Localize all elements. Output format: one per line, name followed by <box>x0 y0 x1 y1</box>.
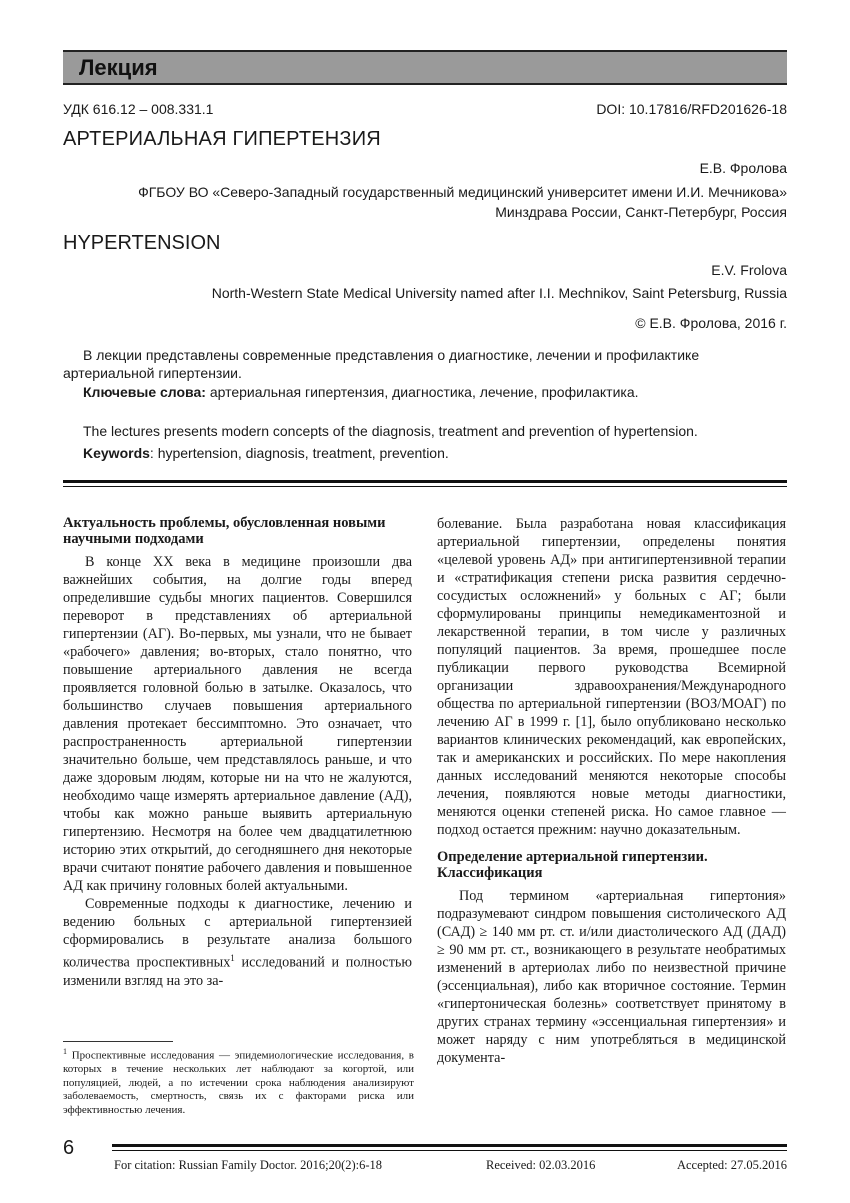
paragraph-text: исследований и полностью изменили взгляд на это за- <box>63 954 412 989</box>
citation: For citation: Russian Family Doctor. 2016;20(2):6-18 <box>114 1158 383 1172</box>
keywords-en-text: : hypertension, diagnosis, treatment, prevention. <box>149 445 449 461</box>
paragraph-text: Современные подходы к диагностике, лечению и ведению больных с артериальной гипертензией сформировались в результате анализа большого количества проспективных <box>63 896 412 971</box>
keywords-ru <box>83 384 639 400</box>
affiliation-ru: ФГБОУ ВО «Северо-Западный государственный медицинский университет имени И.И. Мечникова» Минздрава России, Санкт-Петербург, Россия <box>138 184 787 220</box>
paragraph: В конце XX века в медицине произошли два важнейших события, на долгие годы вперед определившие судьбы многих пациентов. Совершился переворот в представлениях об артериальной гипертензии (АГ). Во-первых, мы узнали, что не бывает «рабочего» давления; во-вторых, стало понятно, что повышение артериального давления не всегда проявляется головной болью в затылке. Оказалось, что большинство случаев повышения артериального давления протекает бессимптомно. Это означает, что распространенность артериальной гипертензии значительно больше, чем представлялось раньше, и что даже здоровым людям, которые ни на что не жалуются, необходимо чаще измерять артериальное давление (АД), чтобы как можно раньше выявить артериальную гипертензию. Несмотря на более чем двадцатилетнюю историю этих открытий, до сегодняшнего дня некоторые врачи считают понятие рабочего давления и повышенное АД как причину головных болей актуальными. <box>63 554 412 894</box>
section-heading-relevance: Актуальность проблемы, обусловленная новыми научными подходами <box>63 515 386 547</box>
footnote-mark: 1 <box>63 1047 67 1056</box>
author-ru: Е.В. Фролова <box>699 160 787 176</box>
section-header-band <box>63 50 787 85</box>
footnote-text: Проспективные исследования — эпидемиологические исследования, в которых в течение нескольких лет наблюдают за когортой, или популяцией, людей, а по истечении срока наблюдения анализируют заболеваемость, смертность, связь их с факторами риска или эффективностью лечения. <box>63 1049 414 1116</box>
footnote-divider <box>63 1041 173 1042</box>
doi[interactable]: DOI: 10.17816/RFD201626-18 <box>596 101 787 117</box>
article-title-ru: АРТЕРИАЛЬНАЯ ГИПЕРТЕНЗИЯ <box>63 128 381 150</box>
keywords-en-label: Keywords <box>83 445 150 461</box>
abstract-en: The lectures presents modern concepts of the diagnosis, treatment and prevention of hypertension. <box>83 423 698 439</box>
udk-code: УДК 616.12 – 008.331.1 <box>63 101 214 117</box>
paragraph: Под термином «артериальная гипертония» подразумевают синдром повышения систолического АД (САД) ≥ 140 мм рт. ст. и/или диастолического АД (ДАД) ≥ 90 мм рт. ст., возникающего в результате необратимых изменений в артериолах либо по неизвестной причине (эссенциальная), либо как вторичное состояние. Термин «гипертоническая болезнь» соответствует принятому в других странах термину «эссенциальная гипертензия» и может наряду с ним употребляться в медицинской документа- <box>437 888 786 1066</box>
article-title-en: HYPERTENSION <box>63 232 221 254</box>
accepted-date: Accepted: 27.05.2016 <box>676 1158 787 1172</box>
paragraph: болевание. Была разработана новая классификация артериальной гипертензии, определены понятия «целевой уровень АД» при антигипертензивной терапии и «стратификация степени риска развития сердечно-сосудистых осложнений» у больных с АГ; были сформулированы принципы немедикаментозной и лекарственной терапии, в том числе у различных популяций пациентов. За время, прошедшее после публикации первого руководства Всемирной организации здравоохранения/Международного общества по артериальной гипертензии (ВОЗ/МОАГ) по лечению АГ в 1999 г. [1], было опубликовано несколько вариантов клинических рекомендаций, как европейских, так и американских и российских. По мере накопления данных исследований меняются некоторые способы лечения, появляются новые методы диагностики, меняются оценки степеней риска. Но самое главное — подход остается прежним: научно доказательным. <box>437 516 786 838</box>
footer-divider-thin <box>112 1150 787 1151</box>
affiliation-en: North-Western State Medical University named after I.I. Mechnikov, Saint Petersburg, Russia <box>211 285 787 301</box>
divider-thick <box>63 480 787 483</box>
divider-thin <box>63 486 787 487</box>
left-column <box>63 515 412 990</box>
paragraph <box>63 895 412 990</box>
footer-divider-thick <box>112 1144 787 1147</box>
page-number: 6 <box>63 1137 75 1159</box>
received-date: Received: 02.03.2016 <box>486 1158 596 1172</box>
right-column <box>437 515 786 1067</box>
abstract-ru: В лекции представлены современные представления о диагностике, лечении и профилактике артериальной гипертензии. <box>63 347 700 381</box>
keywords-en <box>83 445 449 461</box>
section-heading-definition: Определение артериальной гипертензии. Классификация <box>437 849 708 881</box>
keywords-ru-label: Ключевые слова: <box>83 384 206 400</box>
copyright: © Е.В. Фролова, 2016 г. <box>635 315 787 331</box>
footnote <box>63 1045 414 1117</box>
footnote-ref[interactable]: 1 <box>230 953 235 963</box>
keywords-ru-text: артериальная гипертензия, диагностика, лечение, профилактика. <box>205 384 639 400</box>
author-en: E.V. Frolova <box>711 262 787 278</box>
section-title: Лекция <box>79 55 158 80</box>
